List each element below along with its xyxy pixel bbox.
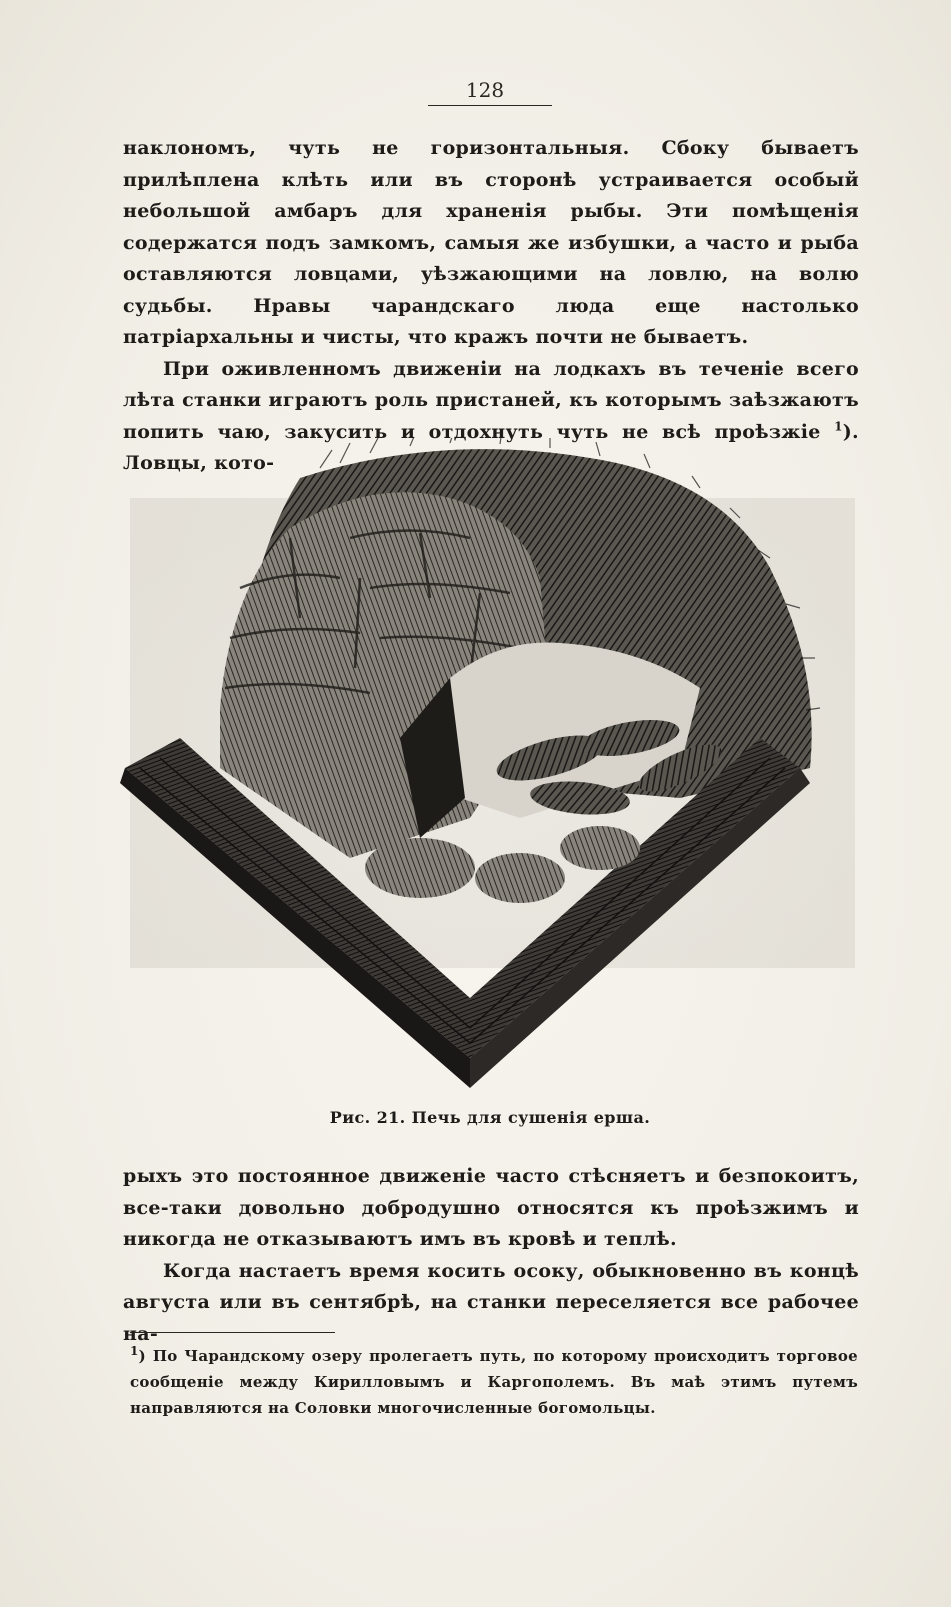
paragraph-3: рыхъ это постоянное движеніе часто стѣсняетъ и безпокоитъ, все-таки довольно добродушно относятся къ проѣзжимъ и никогда не отказываютъ имъ въ кровѣ и теплѣ. (123, 1165, 859, 1250)
figure-caption: Рис. 21. Печь для сушенія ерша. (329, 1108, 651, 1127)
oven-engraving (120, 438, 860, 1098)
footnote-marker-tail: ) (138, 1347, 147, 1365)
paragraph-4: Когда настаетъ время косить осоку, обыкновенно въ концѣ августа или въ сентябрѣ, на станки переселяется все рабочее на- (123, 1259, 859, 1345)
paragraph-1: наклономъ, чуть не горизонтальныя. Сбоку бываетъ прилѣплена клѣть или въ сторонѣ устраивается особый небольшой амбаръ для храненія рыбы. Эти помѣщенія содержатся подъ замкомъ, самыя же избушки, а часто и рыба оставляются ловцами, уѣзжающими на ловлю, на волю судьбы. Нравы чарандскаго люда еще настолько патріархальны и чисты, что кражъ почти не бываетъ. (123, 137, 859, 348)
page-number-rule (428, 105, 552, 106)
figure-oven-illustration (120, 438, 860, 1098)
page-number: 128 (465, 78, 505, 102)
bottom-text-block (123, 1161, 859, 1350)
footnote-ref[interactable]: 1 (834, 419, 843, 434)
footnote-marker: 1 (130, 1344, 139, 1358)
footnote (130, 1343, 858, 1421)
paragraph-2-tail: ). Ловцы, кото- (123, 420, 859, 474)
footnote-rule (130, 1332, 335, 1333)
paragraph-2-text: При оживленномъ движеніи на лодкахъ въ теченіе всего лѣта станки играютъ роль пристаней, къ которымъ заѣзжаютъ попить чаю, закусить и отдохнуть чуть не всѣ проѣзжіе (123, 357, 859, 443)
footnote-text: По Чарандскому озеру пролегаетъ путь, по которому происходитъ торговое сообщеніе между Кирилловымъ и Каргополемъ. Въ маѣ этимъ путемъ направляются на Соловки многочисленные богомольцы. (130, 1347, 858, 1417)
top-text-block (123, 133, 859, 480)
